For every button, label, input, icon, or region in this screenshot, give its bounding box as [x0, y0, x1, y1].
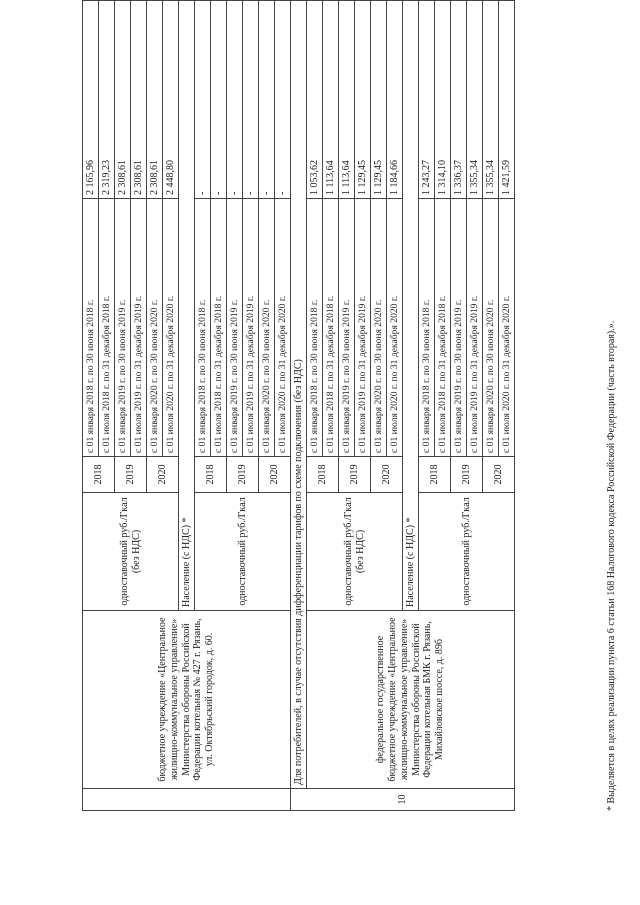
tariff-value-cell: 2 448,80	[163, 1, 179, 199]
year-cell: 2020	[259, 457, 291, 493]
table-row	[307, 1, 323, 811]
year-cell: 2019	[227, 457, 259, 493]
period-cell: с 01 июля 2020 г. по 31 декабря 2020 г.	[499, 199, 515, 457]
tariff-value-cell: -	[259, 1, 275, 199]
row-number-cell: 10	[291, 789, 515, 811]
period-cell: с 01 июля 2020 г. по 31 декабря 2020 г.	[163, 199, 179, 457]
period-cell: с 01 июля 2018 г. по 31 декабря 2018 г.	[323, 199, 339, 457]
year-cell: 2018	[307, 457, 339, 493]
period-cell: с 01 января 2019 г. по 30 июня 2019 г.	[227, 199, 243, 457]
tariff-value-cell: -	[227, 1, 243, 199]
tariff-value-cell: 2 308,61	[147, 1, 163, 199]
unit-cell: одноставочный руб./Гкал	[419, 493, 515, 611]
tariff-value-cell: 1 053,62	[307, 1, 323, 199]
period-cell: с 01 января 2020 г. по 30 июня 2020 г.	[483, 199, 499, 457]
tariff-value-cell: 1 355,34	[483, 1, 499, 199]
tariff-value-cell: 1 113,64	[339, 1, 355, 199]
unit-cell: одноставочный руб./Гкал (без НДС)	[307, 493, 403, 611]
tariff-value-cell: 1 113,64	[323, 1, 339, 199]
year-cell: 2019	[339, 457, 371, 493]
population-label: Население (с НДС) *	[403, 1, 419, 611]
period-cell: с 01 июля 2018 г. по 31 декабря 2018 г.	[99, 199, 115, 457]
period-cell: с 01 января 2020 г. по 30 июня 2020 г.	[147, 199, 163, 457]
period-cell: с 01 июля 2019 г. по 31 декабря 2019 г.	[131, 199, 147, 457]
period-cell: с 01 января 2020 г. по 30 июня 2020 г.	[259, 199, 275, 457]
tariff-value-cell: 1 421,59	[499, 1, 515, 199]
period-cell: с 01 января 2019 г. по 30 июня 2019 г.	[339, 199, 355, 457]
period-cell: с 01 января 2018 г. по 30 июня 2018 г.	[83, 199, 99, 457]
period-cell: с 01 января 2019 г. по 30 июня 2019 г.	[115, 199, 131, 457]
period-cell: с 01 января 2019 г. по 30 июня 2019 г.	[451, 199, 467, 457]
tariff-value-cell: 1 314,10	[435, 1, 451, 199]
consumer-span-label: Для потребителей, в случае отсутствия дифференциации тарифов по схеме подключения (без НДС)	[291, 1, 307, 789]
tariff-value-cell: 2 319,23	[99, 1, 115, 199]
tariff-value-cell: -	[195, 1, 211, 199]
year-cell: 2018	[419, 457, 451, 493]
year-cell: 2019	[451, 457, 483, 493]
table-row	[291, 1, 307, 811]
period-cell: с 01 июля 2018 г. по 31 декабря 2018 г.	[211, 199, 227, 457]
table-row	[83, 1, 99, 811]
period-cell: с 01 января 2020 г. по 30 июня 2020 г.	[371, 199, 387, 457]
footnote: * Выделяется в целях реализации пункта 6 статьи 168 Налогового кодекса Российской Федерации (часть вторая).».	[606, 320, 617, 811]
tariff-value-cell: 1 336,37	[451, 1, 467, 199]
tariff-table	[82, 0, 515, 811]
organization-cell: федеральное государственное бюджетное учреждение «Центральное жилищно-коммунальное управление» Министерства обороны Российской Федерации котельная БМК г. Рязань, Михайловское шоссе, д. 89б	[307, 611, 515, 789]
year-cell: 2018	[83, 457, 115, 493]
period-cell: с 01 января 2018 г. по 30 июня 2018 г.	[195, 199, 211, 457]
tariff-table-body	[83, 1, 515, 811]
period-cell: с 01 января 2018 г. по 30 июня 2018 г.	[419, 199, 435, 457]
unit-cell: одноставочный руб./Гкал (без НДС)	[83, 493, 179, 611]
tariff-value-cell: -	[211, 1, 227, 199]
tariff-value-cell: 2 308,61	[131, 1, 147, 199]
tariff-value-cell: 1 129,45	[371, 1, 387, 199]
year-cell: 2020	[147, 457, 179, 493]
year-cell: 2018	[195, 457, 227, 493]
unit-cell: одноставочный руб./Гкал	[195, 493, 291, 611]
year-cell: 2019	[115, 457, 147, 493]
tariff-value-cell: -	[275, 1, 291, 199]
row-number-cell	[83, 789, 291, 811]
population-label: Население (с НДС) *	[179, 1, 195, 611]
period-cell: с 01 июля 2019 г. по 31 декабря 2019 г.	[355, 199, 371, 457]
tariff-value-cell: 1 129,45	[355, 1, 371, 199]
tariff-value-cell: 2 165,96	[83, 1, 99, 199]
tariff-value-cell: -	[243, 1, 259, 199]
year-cell: 2020	[483, 457, 515, 493]
period-cell: с 01 июля 2019 г. по 31 декабря 2019 г.	[243, 199, 259, 457]
tariff-value-cell: 1 184,66	[387, 1, 403, 199]
tariff-value-cell: 2 308,61	[115, 1, 131, 199]
period-cell: с 01 июля 2018 г. по 31 декабря 2018 г.	[435, 199, 451, 457]
tariff-value-cell: 1 355,34	[467, 1, 483, 199]
period-cell: с 01 января 2018 г. по 30 июня 2018 г.	[307, 199, 323, 457]
period-cell: с 01 июля 2020 г. по 31 декабря 2020 г.	[275, 199, 291, 457]
tariff-value-cell: 1 243,27	[419, 1, 435, 199]
period-cell: с 01 июля 2020 г. по 31 декабря 2020 г.	[387, 199, 403, 457]
organization-cell: бюджетное учреждение «Центральное жилищно-коммунальное управление» Министерства обороны Российской Федерации котельная № 427 г. Рязань, ул. Октябрьский городок, д. 60.	[83, 611, 291, 789]
year-cell: 2020	[371, 457, 403, 493]
period-cell: с 01 июля 2019 г. по 31 декабря 2019 г.	[467, 199, 483, 457]
